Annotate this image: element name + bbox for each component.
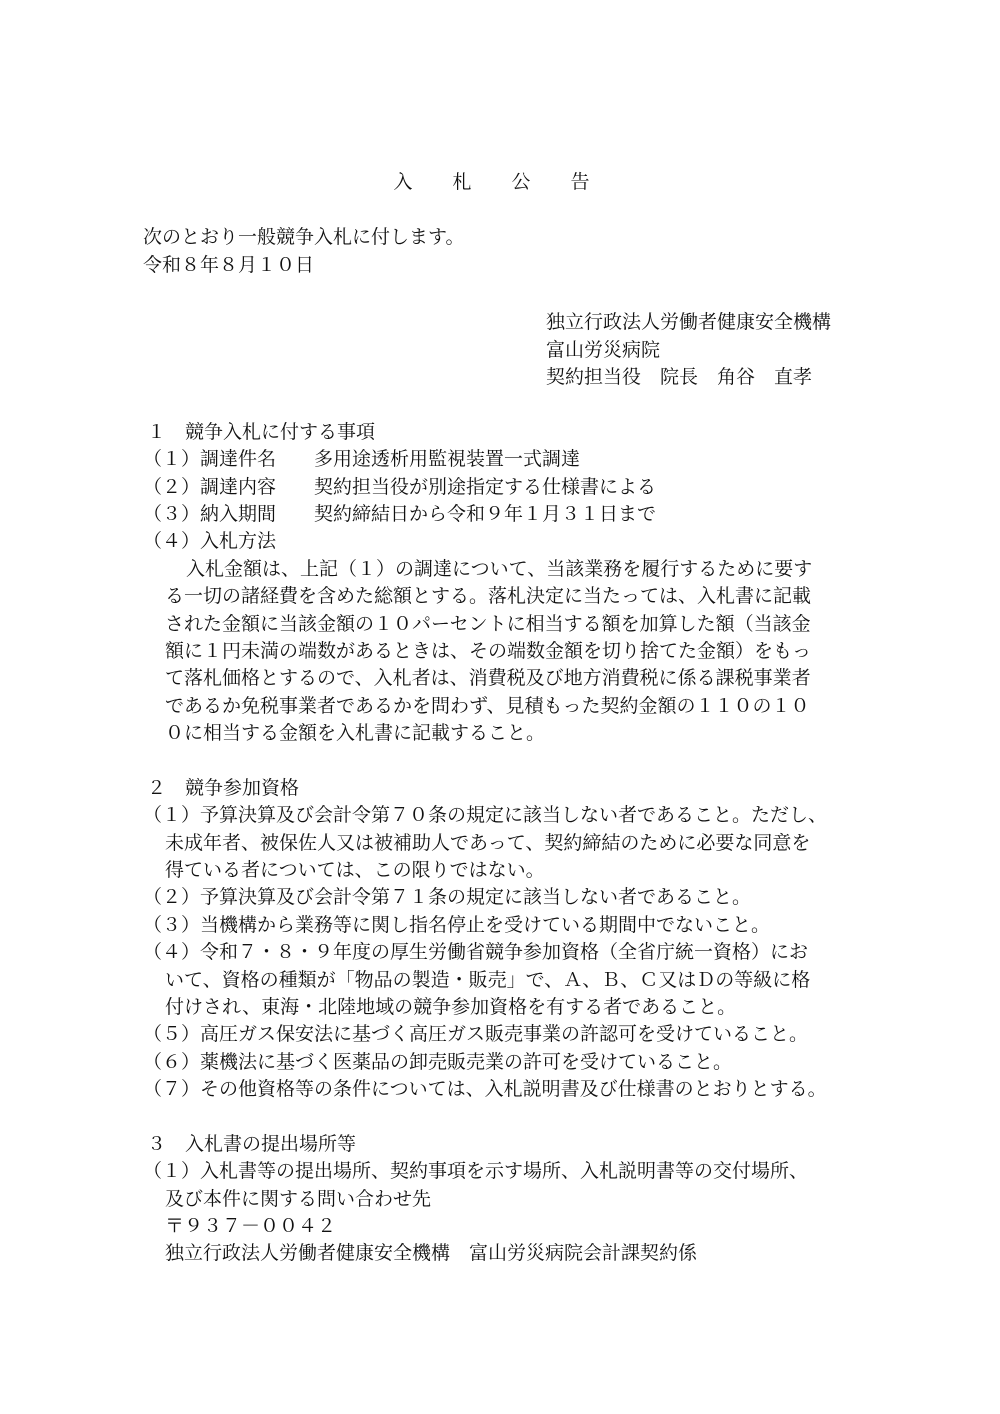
bid-method-line: る一切の諸経費を含めた総額とする。落札決定に当たっては、入札書に記載 [165,585,812,607]
bid-method-line: ０に相当する金額を入札書に記載すること。 [165,722,546,744]
issuer-signatory: 契約担当役 院長 角谷 直孝 [546,366,813,388]
section-3-heading: ３ 入札書の提出場所等 [147,1133,357,1155]
qualification-line: いて、資格の種類が「物品の製造・販売」で、Ａ、Ｂ、Ｃ又はＤの等級に格 [165,969,811,991]
section-1-item-4: （４）入札方法 [143,530,277,552]
notice-date: 令和８年８月１０日 [143,254,315,276]
bid-method-line: 額に１円未満の端数があるときは、その端数金額を切り捨てた金額）をもっ [165,640,812,662]
bid-method-line: された金額に当該金額の１０パーセントに相当する額を加算した額（当該金 [165,613,811,635]
qualification-line: （４）令和７・８・９年度の厚生労働省競争参加資格（全省庁統一資格）にお [143,941,809,963]
section-1-item-1: （１）調達件名 多用途透析用監視装置一式調達 [143,448,581,470]
qualification-line: （３）当機構から業務等に関し指名停止を受けている期間中でないこと。 [143,914,771,936]
issuer-hospital: 富山労災病院 [546,339,661,361]
qualification-line: （７）その他資格等の条件については、入札説明書及び仕様書のとおりとする。 [143,1078,827,1100]
section-1-item-2: （２）調達内容 契約担当役が別途指定する仕様書による [143,476,657,498]
qualification-line: （６）薬機法に基づく医薬品の卸売販売業の許可を受けていること。 [143,1051,733,1073]
qualification-line: （２）予算決算及び会計令第７１条の規定に該当しない者であること。 [143,886,752,908]
bid-method-line: であるか免税事業者であるかを問わず、見積もった契約金額の１１０の１０ [165,695,810,717]
submission-line: （１）入札書等の提出場所、契約事項を示す場所、入札説明書等の交付場所、 [143,1160,809,1182]
qualification-line: （１）予算決算及び会計令第７０条の規定に該当しない者であること。ただし、 [143,804,828,826]
intro-text: 次のとおり一般競争入札に付します。 [143,226,465,248]
qualification-line: 得ている者については、この限りではない。 [165,859,545,881]
qualification-line: 付けされ、東海・北陸地域の競争参加資格を有する者であること。 [165,996,737,1018]
section-1-heading: １ 競争入札に付する事項 [147,421,376,443]
section-2-heading: ２ 競争参加資格 [147,777,300,799]
bid-method-line: 入札金額は、上記（１）の調達について、当該業務を履行するために要す [186,558,813,580]
contact-department: 独立行政法人労働者健康安全機構 富山労災病院会計課契約係 [165,1242,698,1264]
bid-method-line: て落札価格とするので、入札者は、消費税及び地方消費税に係る課税事業者 [165,667,811,689]
qualification-line: （５）高圧ガス保安法に基づく高圧ガス販売事業の許認可を受けていること。 [143,1023,809,1045]
postal-code: 〒９３７－００４２ [165,1215,337,1237]
submission-line: 及び本件に関する問い合わせ先 [165,1188,432,1210]
issuer-organization: 独立行政法人労働者健康安全機構 [546,311,832,333]
qualification-line: 未成年者、被保佐人又は被補助人であって、契約締結のために必要な同意を [165,832,811,854]
document-title: 入 札 公 告 [393,171,607,193]
section-1-item-3: （３）納入期間 契約締結日から令和９年１月３１日まで [143,503,657,525]
